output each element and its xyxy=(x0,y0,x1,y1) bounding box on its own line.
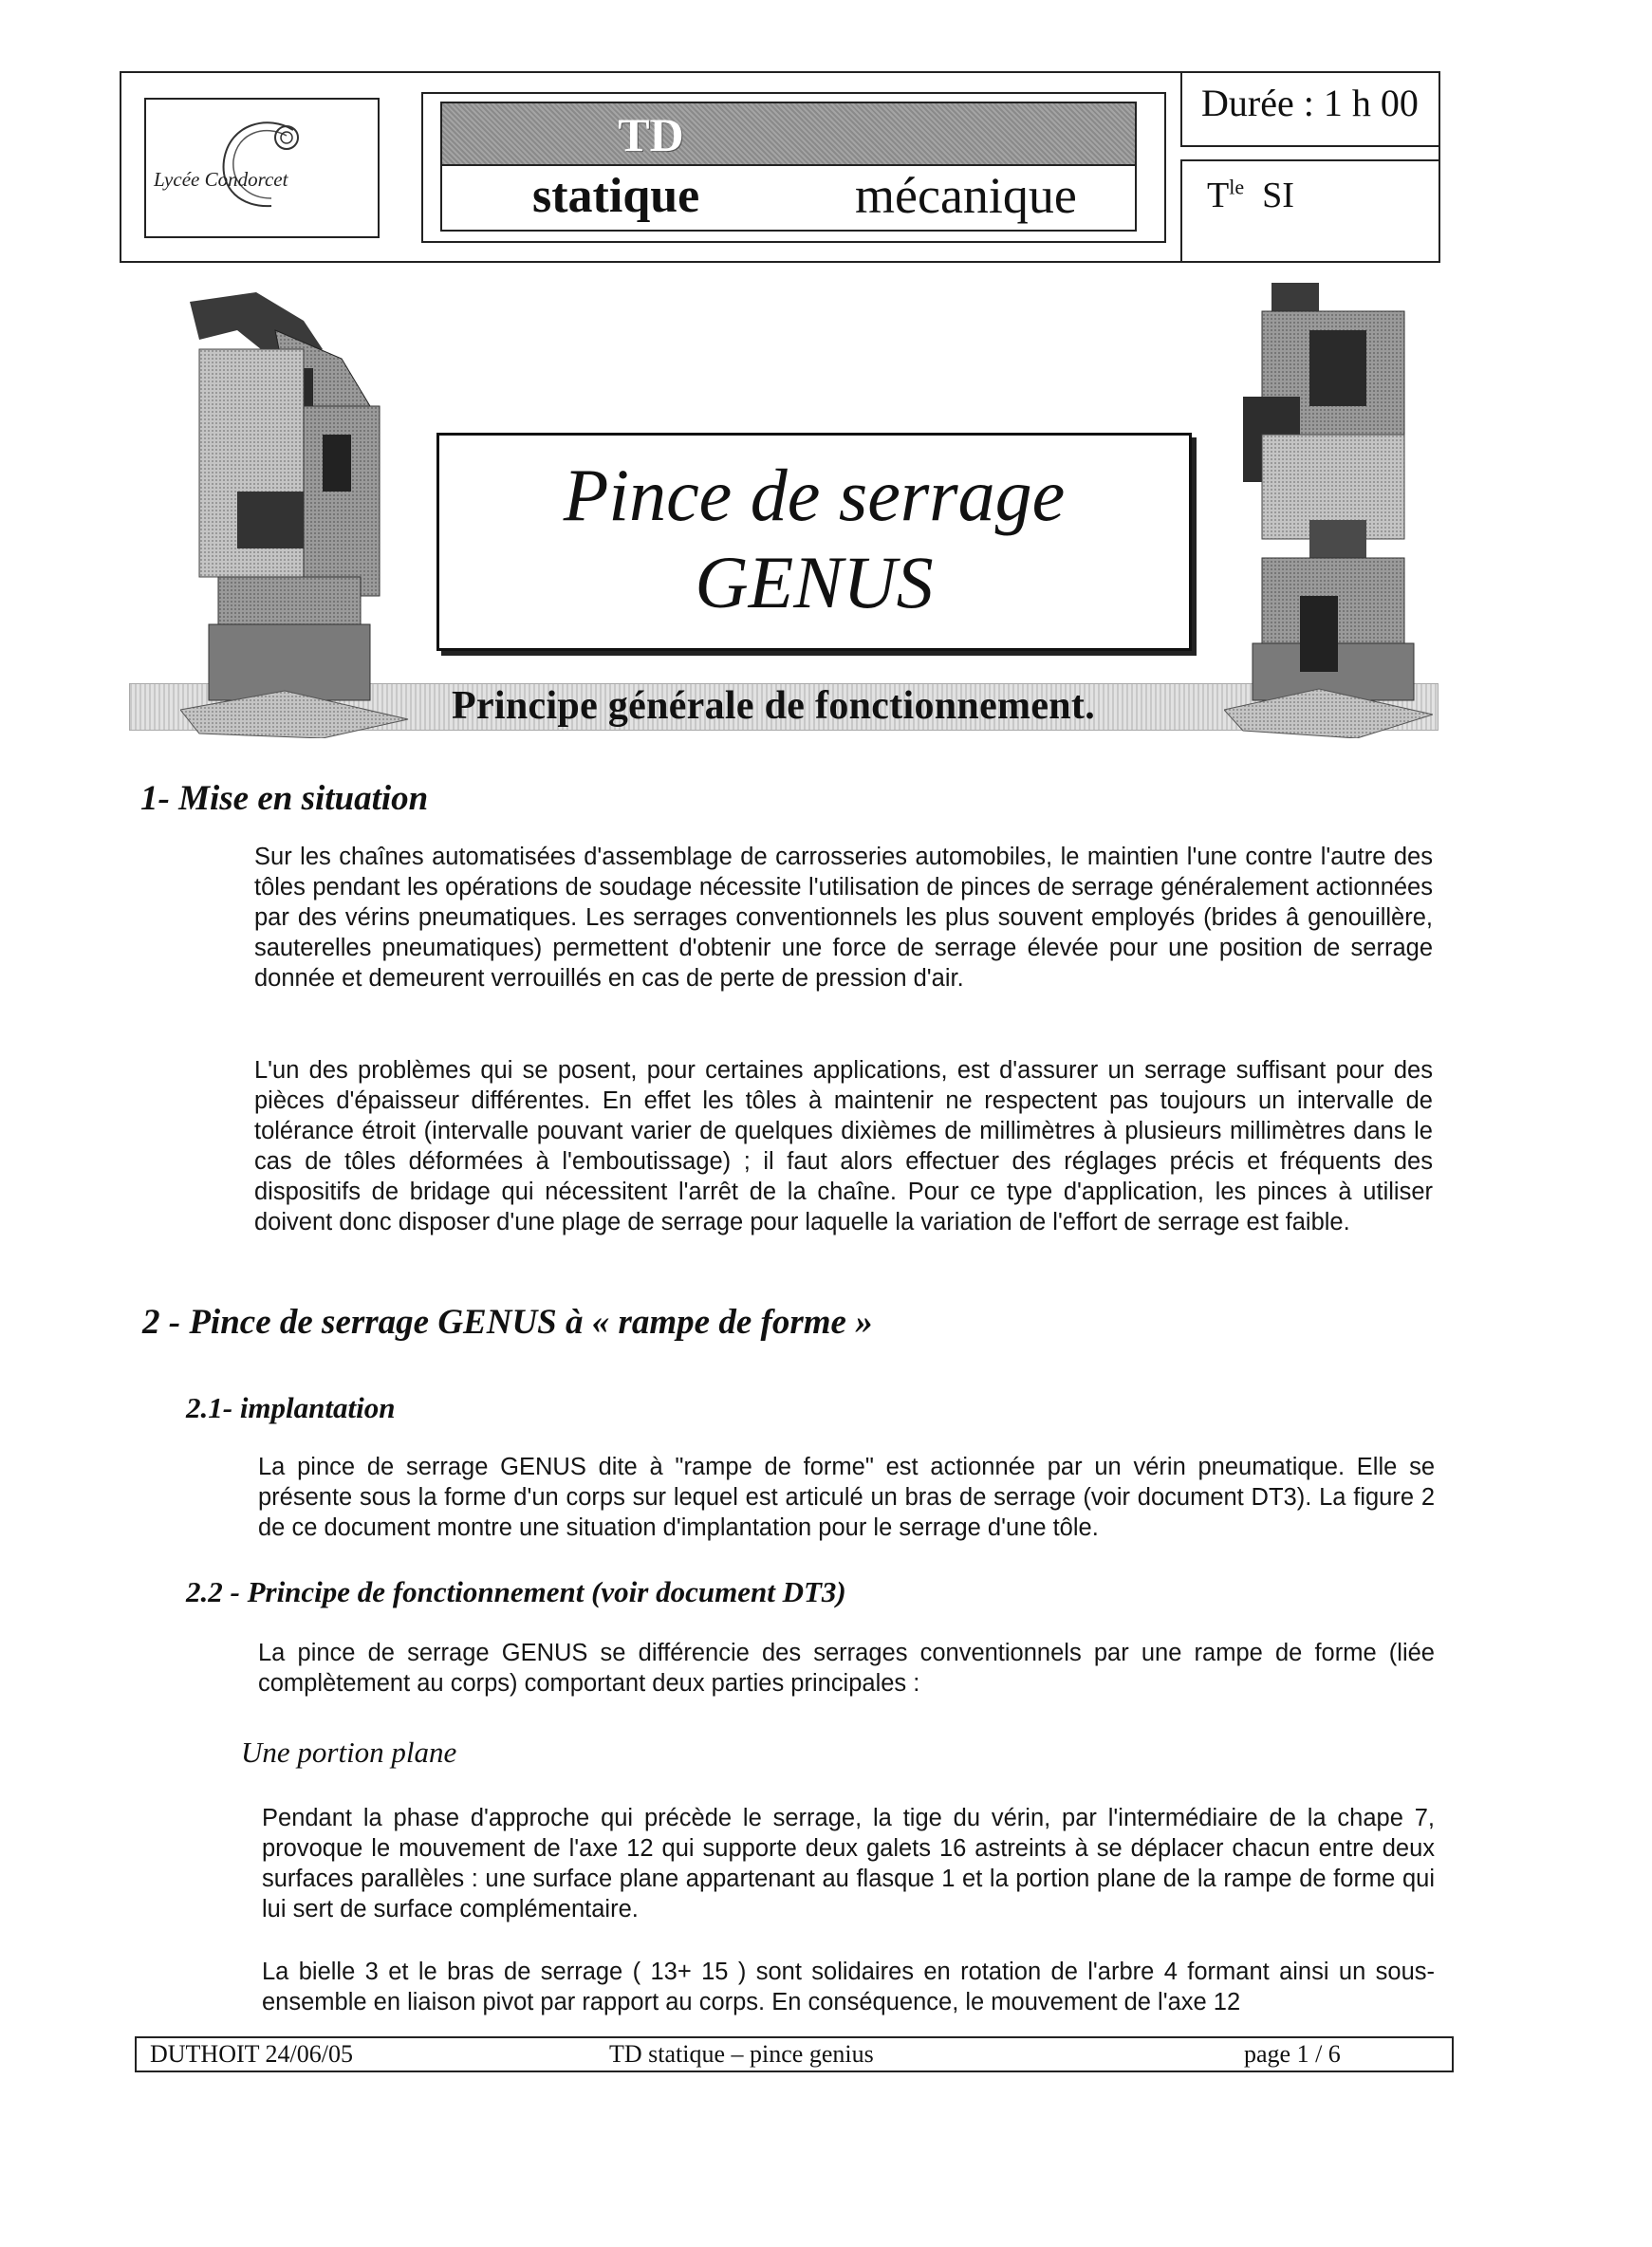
class-section: SI xyxy=(1262,176,1294,215)
class-level-sup: le xyxy=(1229,175,1245,199)
duration-text: Durée : 1 h 00 xyxy=(1201,82,1419,124)
document-title-line2: GENUS xyxy=(695,541,934,623)
title-frame-inner xyxy=(440,102,1137,232)
class-level xyxy=(1207,175,1294,216)
footer-page-number: page 1 / 6 xyxy=(1244,2040,1341,2068)
footer-doc-title: TD statique – pince genius xyxy=(609,2040,874,2068)
subject-mecanique: mécanique xyxy=(855,167,1077,224)
portion-plane-title: Une portion plane xyxy=(241,1736,457,1769)
section-2-2-title: 2.2 - Principe de fonctionnement (voir document DT3) xyxy=(186,1575,846,1608)
section-2-2-paragraph: La pince de serrage GENUS se différencie des serrages conventionnels par une rampe de forme (liée complètement au corps) comportant deux parties principales : xyxy=(258,1640,1435,1697)
class-level-letter: T xyxy=(1207,176,1230,215)
section-2-title: 2 - Pince de serrage GENUS à « rampe de forme » xyxy=(142,1303,873,1342)
section-1-paragraph-1: Sur les chaînes automatisées d'assemblage de carrosseries automobiles, le maintien l'une contre l'autre des tôles pendant les opérations de soudage nécessite l'utilisation de pinces de serrage généralement actionnées par des vérins pneumatiques. Les serrages conventionnels les plus souvent employés (brides â genouillère, sauterelles pneumatiques) permettent d'obtenir une force de serrage élevée pour une position de serrage donnée et demeurent verrouillés en cas de perte de pression d'air. xyxy=(254,844,1433,992)
portion-plane-paragraph-2: La bielle 3 et le bras de serrage ( 13+ 15 ) sont solidaires en rotation de l'arbre 4 formant ainsi un sous-ensemble en liaison pivot par rapport au corps. En conséquence, le mouvement de l'axe 12 xyxy=(262,1959,1435,2015)
document-subtitle: Principe générale de fonctionnement. xyxy=(452,684,1096,728)
document-title-box xyxy=(436,433,1192,651)
document-title-line1: Pince de serrage xyxy=(563,454,1066,536)
footer-author-date: DUTHOIT 24/06/05 xyxy=(150,2040,354,2068)
section-1-paragraph-2: L'un des problèmes qui se posent, pour certaines applications, est d'assurer un serrage suffisant pour des pièces d'épaisseur différentes. En effet les tôles à maintenir ne respectent pas toujours un intervalle de tolérance étroit (intervalle pouvant varier de quelques dixièmes de millimètres à plusieurs millimètres dans le cas de tôles déformées à l'emboutissage) ; il faut alors effectuer des réglages précis et fréquents des dispositifs de bridage qui nécessitent l'arrêt de la chaîne. Pour ce type d'application, les pinces à utiliser doivent donc disposer d'une plage de serrage pour laquelle la variation de l'effort de serrage est faible. xyxy=(254,1057,1433,1235)
subject-statique: statique xyxy=(532,169,700,223)
class-box xyxy=(1180,159,1440,263)
logo-text: Lycée Condorcet xyxy=(154,168,288,191)
section-2-1-paragraph: La pince de serrage GENUS dite à "rampe de forme" est actionnée par un vérin pneumatique. Elle se présente sous la forme d'un corps sur lequel est articulé un bras de serrage (voir document DT3). La figure 2 de ce document montre une situation d'implantation pour le serrage d'une tôle. xyxy=(258,1454,1435,1541)
td-band xyxy=(442,103,1135,166)
portion-plane-paragraph-1: Pendant la phase d'approche qui précède le serrage, la tige du vérin, par l'intermédiaire de la chape 7, provoque le mouvement de l'axe 12 qui supporte deux galets 16 astreints à se déplacer chacun entre deux surfaces parallèles : une surface plane appartenant au flasque 1 et la portion plane de la rampe de forme qui lui sert de surface complémentaire. xyxy=(262,1805,1435,1922)
clamp-illustration-left xyxy=(180,292,418,738)
school-logo xyxy=(144,98,380,238)
duration-box xyxy=(1180,71,1440,147)
section-2-1-title: 2.1- implantation xyxy=(186,1391,396,1424)
td-label: TD xyxy=(618,108,684,161)
clamp-illustration-right xyxy=(1224,283,1433,738)
logo-swirl-icon xyxy=(203,113,317,217)
page-footer xyxy=(135,2036,1454,2072)
section-1-title: 1- Mise en situation xyxy=(140,779,429,818)
